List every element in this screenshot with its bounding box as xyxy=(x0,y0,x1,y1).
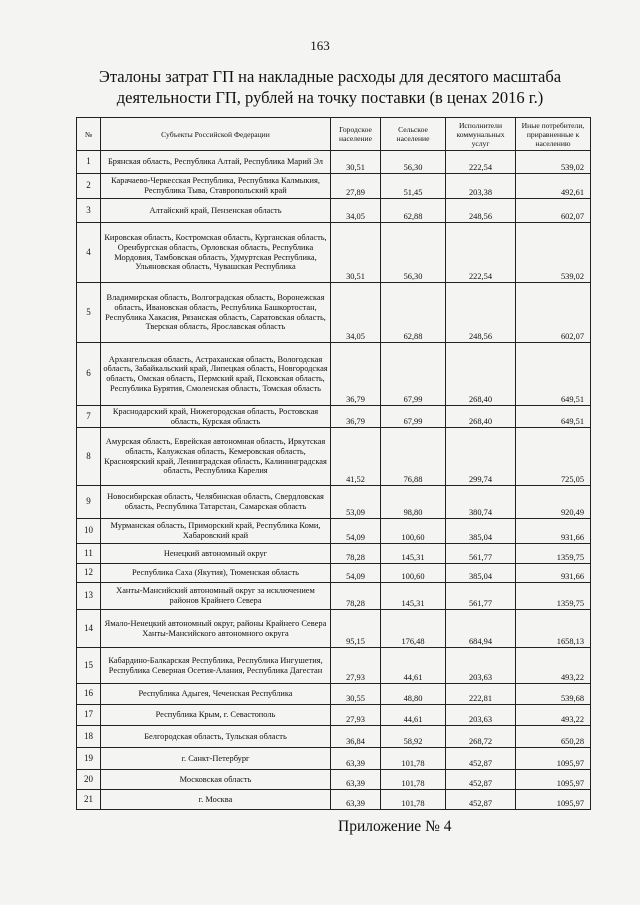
row-subject: Кировская область, Костромская область, Курганская область, Оренбургская область, Орловская область, Республика Мордовия, Тамбовская область, Удмуртская Республика, Ульяновская область, Чувашская Республика xyxy=(101,223,331,283)
row-number: 9 xyxy=(77,486,101,519)
row-subject: Карачаево-Черкесская Республика, Республика Калмыкия, Республика Тыва, Ставропольский край xyxy=(101,174,331,199)
row-urban-value: 54,09 xyxy=(331,519,381,544)
page-number: 163 xyxy=(310,38,330,53)
row-rural-value: 176,48 xyxy=(381,610,446,648)
row-other-value: 493,22 xyxy=(516,648,591,684)
table-row xyxy=(77,428,591,486)
row-urban-value: 78,28 xyxy=(331,583,381,610)
row-urban-value: 53,09 xyxy=(331,486,381,519)
row-number: 18 xyxy=(77,726,101,748)
row-number: 7 xyxy=(77,406,101,428)
table-row xyxy=(77,726,591,748)
row-subject: г. Санкт-Петербург xyxy=(101,748,331,770)
row-rural-value: 145,31 xyxy=(381,583,446,610)
row-subject: Мурманская область, Приморский край, Республика Коми, Хабаровский край xyxy=(101,519,331,544)
row-number: 12 xyxy=(77,564,101,583)
row-rural-value: 62,88 xyxy=(381,283,446,343)
table-row xyxy=(77,790,591,810)
row-rural-value: 56,30 xyxy=(381,223,446,283)
row-subject: Ямало-Ненецкий автономный округ, районы Крайнего Севера Ханты-Мансийского автономного округа xyxy=(101,610,331,648)
row-number: 2 xyxy=(77,174,101,199)
row-other-value: 1095,97 xyxy=(516,790,591,810)
row-number: 5 xyxy=(77,283,101,343)
row-urban-value: 34,05 xyxy=(331,199,381,223)
row-other-value: 602,07 xyxy=(516,199,591,223)
row-urban-value: 27,89 xyxy=(331,174,381,199)
row-rural-value: 101,78 xyxy=(381,790,446,810)
row-rural-value: 98,80 xyxy=(381,486,446,519)
header-rural: Сельское население xyxy=(381,118,446,151)
table-row xyxy=(77,343,591,406)
header-subject: Субъекты Российской Федерации xyxy=(101,118,331,151)
row-urban-value: 30,51 xyxy=(331,223,381,283)
row-urban-value: 54,09 xyxy=(331,564,381,583)
table-row xyxy=(77,748,591,770)
row-number: 14 xyxy=(77,610,101,648)
row-subject: г. Москва xyxy=(101,790,331,810)
row-number: 20 xyxy=(77,770,101,790)
row-utilities-value: 268,40 xyxy=(446,343,516,406)
row-rural-value: 100,60 xyxy=(381,519,446,544)
row-utilities-value: 203,63 xyxy=(446,705,516,726)
row-utilities-value: 385,04 xyxy=(446,564,516,583)
table-row xyxy=(77,223,591,283)
row-subject: Брянская область, Республика Алтай, Республика Марий Эл xyxy=(101,151,331,174)
row-subject: Белгородская область, Тульская область xyxy=(101,726,331,748)
row-urban-value: 63,39 xyxy=(331,770,381,790)
table-row xyxy=(77,583,591,610)
row-number: 19 xyxy=(77,748,101,770)
row-other-value: 1658,13 xyxy=(516,610,591,648)
table-row xyxy=(77,199,591,223)
cost-table xyxy=(76,117,591,810)
row-rural-value: 101,78 xyxy=(381,770,446,790)
row-urban-value: 36,79 xyxy=(331,406,381,428)
row-other-value: 649,51 xyxy=(516,343,591,406)
row-utilities-value: 452,87 xyxy=(446,770,516,790)
row-rural-value: 58,92 xyxy=(381,726,446,748)
row-urban-value: 63,39 xyxy=(331,790,381,810)
row-utilities-value: 248,56 xyxy=(446,283,516,343)
row-other-value: 1359,75 xyxy=(516,583,591,610)
row-utilities-value: 203,38 xyxy=(446,174,516,199)
row-other-value: 920,49 xyxy=(516,486,591,519)
row-other-value: 725,05 xyxy=(516,428,591,486)
table-row xyxy=(77,770,591,790)
header-other: Иные потребители, приравненные к населению xyxy=(516,118,591,151)
table-header-row xyxy=(77,118,591,151)
row-subject: Краснодарский край, Нижегородская область, Ростовская область, Курская область xyxy=(101,406,331,428)
row-utilities-value: 561,77 xyxy=(446,544,516,564)
row-urban-value: 30,55 xyxy=(331,684,381,705)
table-row xyxy=(77,406,591,428)
row-rural-value: 44,61 xyxy=(381,648,446,684)
table-row xyxy=(77,564,591,583)
table-row xyxy=(77,519,591,544)
row-other-value: 1095,97 xyxy=(516,748,591,770)
row-rural-value: 48,80 xyxy=(381,684,446,705)
header-utilities: Исполнители коммунальных услуг xyxy=(446,118,516,151)
row-urban-value: 27,93 xyxy=(331,648,381,684)
row-utilities-value: 248,56 xyxy=(446,199,516,223)
header-urban: Городское население xyxy=(331,118,381,151)
row-urban-value: 41,52 xyxy=(331,428,381,486)
row-other-value: 539,02 xyxy=(516,151,591,174)
row-urban-value: 95,15 xyxy=(331,610,381,648)
table-row xyxy=(77,283,591,343)
row-utilities-value: 452,87 xyxy=(446,790,516,810)
row-utilities-value: 268,72 xyxy=(446,726,516,748)
row-number: 1 xyxy=(77,151,101,174)
row-rural-value: 76,88 xyxy=(381,428,446,486)
row-utilities-value: 222,81 xyxy=(446,684,516,705)
row-number: 21 xyxy=(77,790,101,810)
row-urban-value: 30,51 xyxy=(331,151,381,174)
row-subject: Республика Саха (Якутия), Тюменская область xyxy=(101,564,331,583)
row-utilities-value: 385,04 xyxy=(446,519,516,544)
row-rural-value: 67,99 xyxy=(381,406,446,428)
row-urban-value: 36,84 xyxy=(331,726,381,748)
table-row xyxy=(77,544,591,564)
document-title: Эталоны затрат ГП на накладные расходы для десятого масштаба деятельности ГП, рублей на точку поставки (в ценах 2016 г.) xyxy=(98,67,562,107)
row-utilities-value: 222,54 xyxy=(446,151,516,174)
row-number: 11 xyxy=(77,544,101,564)
row-utilities-value: 268,40 xyxy=(446,406,516,428)
row-utilities-value: 561,77 xyxy=(446,583,516,610)
row-subject: Новосибирская область, Челябинская область, Свердловская область, Республика Татарстан, Самарская область xyxy=(101,486,331,519)
row-urban-value: 34,05 xyxy=(331,283,381,343)
table-row xyxy=(77,705,591,726)
row-utilities-value: 222,54 xyxy=(446,223,516,283)
row-other-value: 492,61 xyxy=(516,174,591,199)
table-row xyxy=(77,648,591,684)
row-utilities-value: 380,74 xyxy=(446,486,516,519)
row-utilities-value: 299,74 xyxy=(446,428,516,486)
row-other-value: 649,51 xyxy=(516,406,591,428)
row-rural-value: 145,31 xyxy=(381,544,446,564)
row-number: 13 xyxy=(77,583,101,610)
row-rural-value: 51,45 xyxy=(381,174,446,199)
row-number: 10 xyxy=(77,519,101,544)
row-subject: Ханты-Мансийский автономный округ за исключением районов Крайнего Севера xyxy=(101,583,331,610)
row-subject: Архангельская область, Астраханская область, Вологодская область, Забайкальский край, Липецкая область, Новгородская область, Омская область, Пермский край, Псковская область, Республика Бурятия, Смоленская область, Томская область xyxy=(101,343,331,406)
row-number: 16 xyxy=(77,684,101,705)
table-row xyxy=(77,684,591,705)
table-row xyxy=(77,486,591,519)
row-number: 15 xyxy=(77,648,101,684)
row-urban-value: 27,93 xyxy=(331,705,381,726)
row-subject: Алтайский край, Пензенская область xyxy=(101,199,331,223)
row-other-value: 931,66 xyxy=(516,564,591,583)
row-rural-value: 100,60 xyxy=(381,564,446,583)
row-subject: Ненецкий автономный округ xyxy=(101,544,331,564)
appendix-label: Приложение № 4 xyxy=(338,818,452,835)
row-rural-value: 67,99 xyxy=(381,343,446,406)
row-utilities-value: 452,87 xyxy=(446,748,516,770)
row-utilities-value: 203,63 xyxy=(446,648,516,684)
row-other-value: 539,68 xyxy=(516,684,591,705)
row-rural-value: 62,88 xyxy=(381,199,446,223)
row-other-value: 539,02 xyxy=(516,223,591,283)
row-other-value: 1095,97 xyxy=(516,770,591,790)
row-subject: Республика Адыгея, Чеченская Республика xyxy=(101,684,331,705)
row-number: 6 xyxy=(77,343,101,406)
row-subject: Владимирская область, Волгоградская область, Воронежская область, Ивановская область, Республика Башкортостан, Республика Хакасия, Рязанская область, Саратовская область, Тверская область, Ярославская область xyxy=(101,283,331,343)
row-urban-value: 36,79 xyxy=(331,343,381,406)
row-other-value: 1359,75 xyxy=(516,544,591,564)
row-rural-value: 44,61 xyxy=(381,705,446,726)
row-other-value: 493,22 xyxy=(516,705,591,726)
row-subject: Амурская область, Еврейская автономная область, Иркутская область, Калужская область, Кемеровская область, Красноярский край, Ленинградская область, Калининградская область, Республика Карелия xyxy=(101,428,331,486)
row-urban-value: 78,28 xyxy=(331,544,381,564)
row-subject: Московская область xyxy=(101,770,331,790)
table-row xyxy=(77,610,591,648)
table-body xyxy=(77,151,591,810)
row-other-value: 602,07 xyxy=(516,283,591,343)
row-number: 17 xyxy=(77,705,101,726)
row-number: 4 xyxy=(77,223,101,283)
row-rural-value: 56,30 xyxy=(381,151,446,174)
row-subject: Кабардино-Балкарская Республика, Республика Ингушетия, Республика Северная Осетия-Алания, Республика Дагестан xyxy=(101,648,331,684)
row-other-value: 650,28 xyxy=(516,726,591,748)
row-subject: Республика Крым, г. Севастополь xyxy=(101,705,331,726)
row-number: 3 xyxy=(77,199,101,223)
header-num: № xyxy=(77,118,101,151)
table-row xyxy=(77,151,591,174)
row-rural-value: 101,78 xyxy=(381,748,446,770)
row-utilities-value: 684,94 xyxy=(446,610,516,648)
row-other-value: 931,66 xyxy=(516,519,591,544)
row-urban-value: 63,39 xyxy=(331,748,381,770)
table-row xyxy=(77,174,591,199)
row-number: 8 xyxy=(77,428,101,486)
